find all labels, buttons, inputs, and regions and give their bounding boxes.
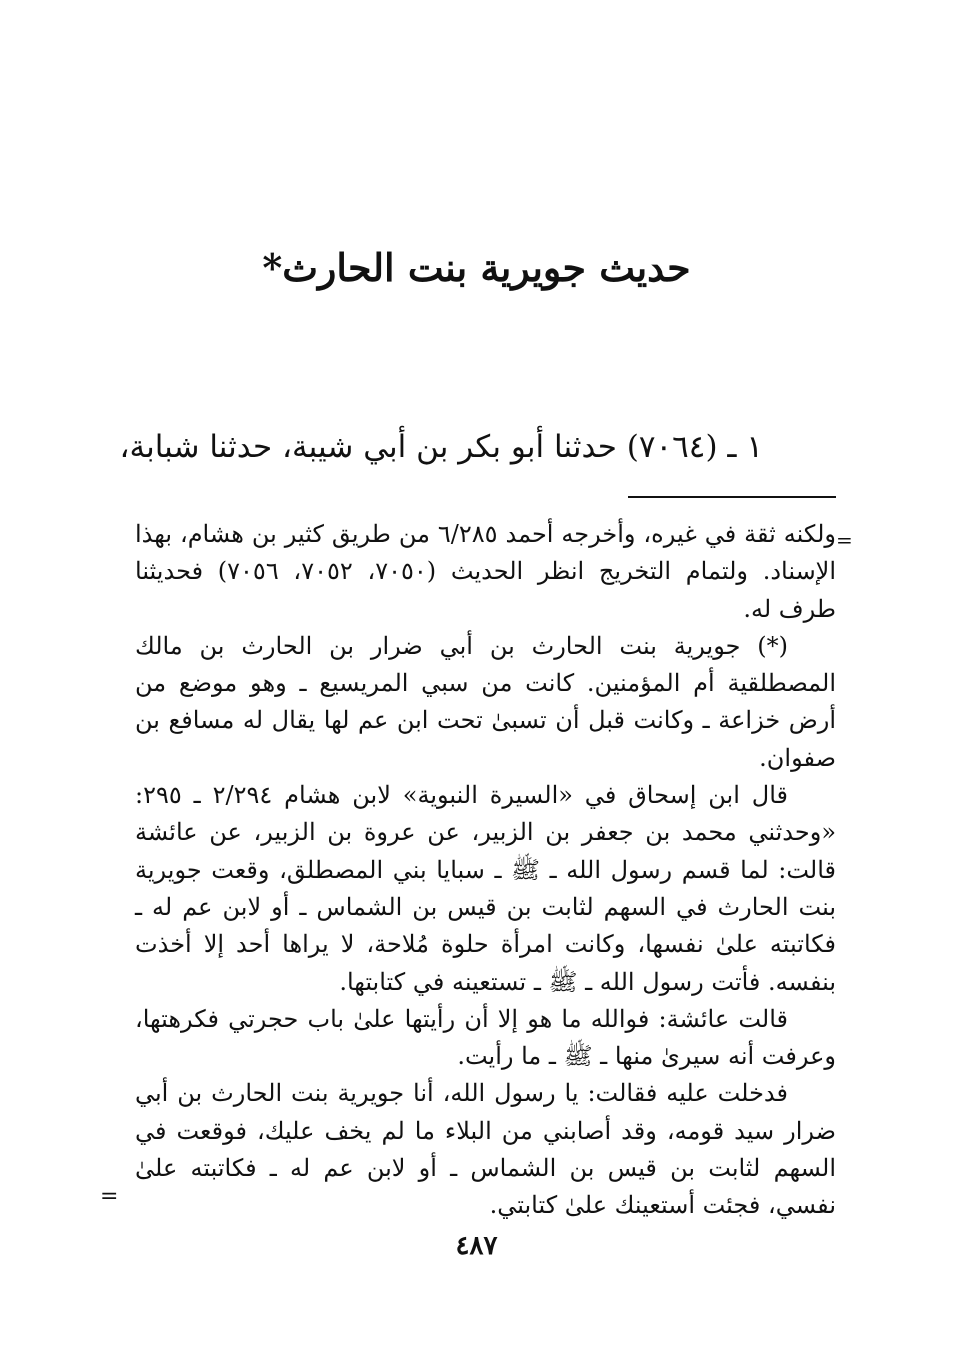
page-title: حديث جويرية بنت الحارث* — [262, 245, 691, 290]
footnotes-block — [135, 516, 836, 1225]
footnote-paragraph: فدخلت عليه فقالت: يا رسول الله، أنا جويرية بنت الحارث بن أبي ضرار سيد قومه، وقد أصابني من البلاء ما لم يخف عليك، فوقعت في السهم لثابت بن قيس بن الشماس ـ أو لابن عم له ـ فكاتبته علىٰ نفسي، فجئت أستعينك علىٰ كتابتي. — [135, 1079, 836, 1220]
footnote-paragraph: (*) جويرية بنت الحارث بن أبي ضرار بن الحارث بن مالك المصطلقية أم المؤمنين. كانت من سبي المريسيع ـ وهو موضع من أرض خزاعة ـ وكانت قبل أن تسبىٰ تحت ابن عم لها يقال له مسافع بن صفوان. — [135, 631, 836, 772]
continuation-mark-top: = — [836, 528, 853, 552]
footnote-paragraph: قال ابن إسحاق في «السيرة النبوية» لابن هشام ٢/٢٩٤ ـ ٢٩٥: «وحدثني محمد بن جعفر بن الزبير، عن عروة بن الزبير، عن عائشة قالت: لما قسم رسول الله ـ ﷺ ـ سبايا بني المصطلق، وقعت جويرية بنت الحارث في السهم لثابت بن قيس بن الشماس ـ أو لابن عم له ـ فكاتبته علىٰ نفسها، وكانت امرأة حلوة مُلاحة، لا يراها أحد إلا أخذت بنفسه. فأتت رسول الله ـ ﷺ ـ تستعينه في كتابتها. — [135, 781, 836, 996]
footnote-paragraph: ولكنه ثقة في غيره، وأخرجه أحمد ٦/٢٨٥ من طريق كثير بن هشام، بهذا الإسناد. ولتمام التخريج انظر الحديث (٧٠٥٠، ٧٠٥٢، ٧٠٥٦) فحديثنا طرف له. — [135, 520, 837, 623]
footnote-paragraph: قالت عائشة: فوالله ما هو إلا أن رأيتها علىٰ باب حجرتي فكرهتها، وعرفت أنه سيرىٰ منها ـ ﷺ ـ ما رأيت. — [135, 1004, 836, 1071]
page-number: ٤٨٧ — [455, 1231, 498, 1261]
continuation-mark-bottom: = — [100, 1184, 119, 1209]
footnote-separator — [628, 496, 836, 498]
hadith-chain-line: ١ ـ (٧٠٦٤) حدثنا أبو بكر بن أبي شيبة، حدثنا شبابة، — [119, 429, 763, 465]
